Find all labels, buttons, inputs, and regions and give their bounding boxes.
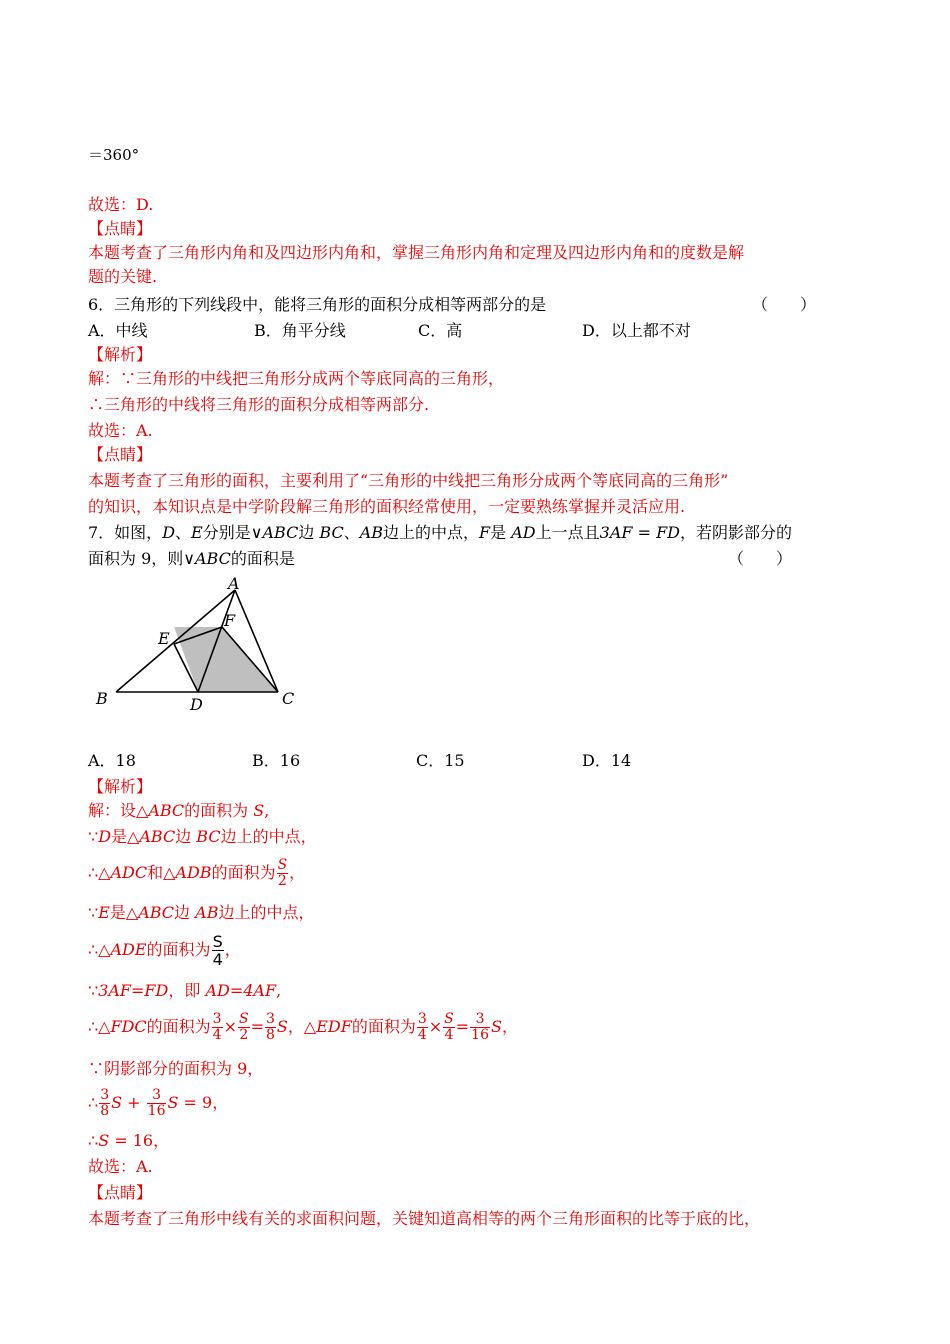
solution-6b: ∴三角形的中线将三角形的面积分成相等两部分.: [88, 395, 430, 414]
option-6b: B．角平分线: [254, 321, 346, 340]
solution-7-line8: ∵阴影部分的面积为 9，: [88, 1059, 264, 1078]
label-c: C: [282, 689, 295, 708]
shaded-region: [174, 627, 278, 692]
equation-360: ＝360°: [88, 146, 140, 164]
comment-6b: 的知识，本知识点是中学阶段解三角形的面积经常使用，一定要熟练掌握并灵活应用.: [88, 497, 686, 516]
solution-7-line7: ∴△FDC的面积为 $\frac{3}{4}$ × $\frac{S}{2}$ = $\frac{3}{8}$ S，△EDF的面积为 $\frac{3}{4}$ × $\frac{S}{4}$ = $\frac{3}{16}$ S，: [88, 1011, 518, 1043]
jiexi-heading-7: 【解析】: [88, 777, 153, 796]
solution-6a: 解：∵三角形的中线把三角形分成两个等底同高的三角形，: [88, 369, 505, 388]
label-a: A: [228, 574, 240, 593]
solution-7-line9: ∴ $\frac{3}{8}$ S + $\frac{3}{16}$ S = 9，: [88, 1087, 229, 1119]
solution-7-line4: ∵E是△ABC边 AB边上的中点，: [88, 903, 315, 922]
solution-7-line5: ∴△ADE的面积为 $\frac{S}{4}$ ，: [88, 932, 241, 969]
answer-5: 故选：D.: [88, 195, 154, 214]
option-6d: D．以上都不对: [582, 321, 691, 340]
triangle-figure: [88, 574, 308, 714]
label-f: F: [224, 611, 236, 630]
option-7d: D．14: [582, 751, 632, 770]
option-7b: B．16: [252, 751, 301, 770]
solution-7-line1: 解：设△ABC的面积为 S,: [88, 801, 270, 820]
question-7-paren: （ ）: [728, 549, 793, 568]
option-6c: C．高: [418, 321, 463, 340]
comment-7: 本题考查了三角形中线有关的求面积问题，关键知道高相等的两个三角形面积的比等于底的比，: [88, 1209, 761, 1228]
dianjing-heading-6: 【点睛】: [88, 445, 153, 464]
jiexi-heading-6: 【解析】: [88, 345, 153, 364]
question-7-line1: 7．如图，D、E分别是∨ABC边 BC、AB边上的中点，F是 AD上一点且3AF = FD，若阴影部分的: [88, 523, 793, 542]
question-6-paren: （ ）: [752, 295, 817, 314]
question-7-options: [88, 750, 788, 772]
answer-7: 故选：A.: [88, 1157, 153, 1176]
dianjing-heading-7: 【点睛】: [88, 1183, 153, 1202]
option-6a: A．中线: [88, 321, 148, 340]
comment-5b: 题的关键.: [88, 267, 158, 286]
solution-7-line3: ∴△ADC和△ADB的面积为 $\frac{S}{2}$ ，: [88, 857, 306, 889]
solution-7-line6: ∵3AF=FD，即 AD=4AF,: [88, 981, 282, 1000]
answer-6: 故选：A.: [88, 421, 153, 440]
solution-7-line10: ∴S = 16，: [88, 1131, 170, 1150]
comment-6a: 本题考查了三角形的面积，主要利用了“三角形的中线把三角形分成两个等底同高的三角形”: [88, 471, 729, 490]
label-e: E: [158, 629, 170, 648]
question-6: 6．三角形的下列线段中，能将三角形的面积分成相等两部分的是: [88, 295, 547, 314]
question-6-options: [88, 320, 788, 342]
solution-7-line2: ∵D是△ABC边 BC边上的中点，: [88, 827, 317, 846]
question-7-line2: 面积为 9，则∨ABC的面积是: [88, 549, 295, 568]
option-7a: A．18: [88, 751, 136, 770]
label-b: B: [96, 689, 108, 708]
comment-5a: 本题考查了三角形内角和及四边形内角和，掌握三角形内角和定理及四边形内角和的度数是解: [88, 243, 745, 262]
dianjing-heading-5: 【点睛】: [88, 219, 153, 238]
option-7c: C．15: [416, 751, 465, 770]
label-d: D: [190, 695, 203, 714]
